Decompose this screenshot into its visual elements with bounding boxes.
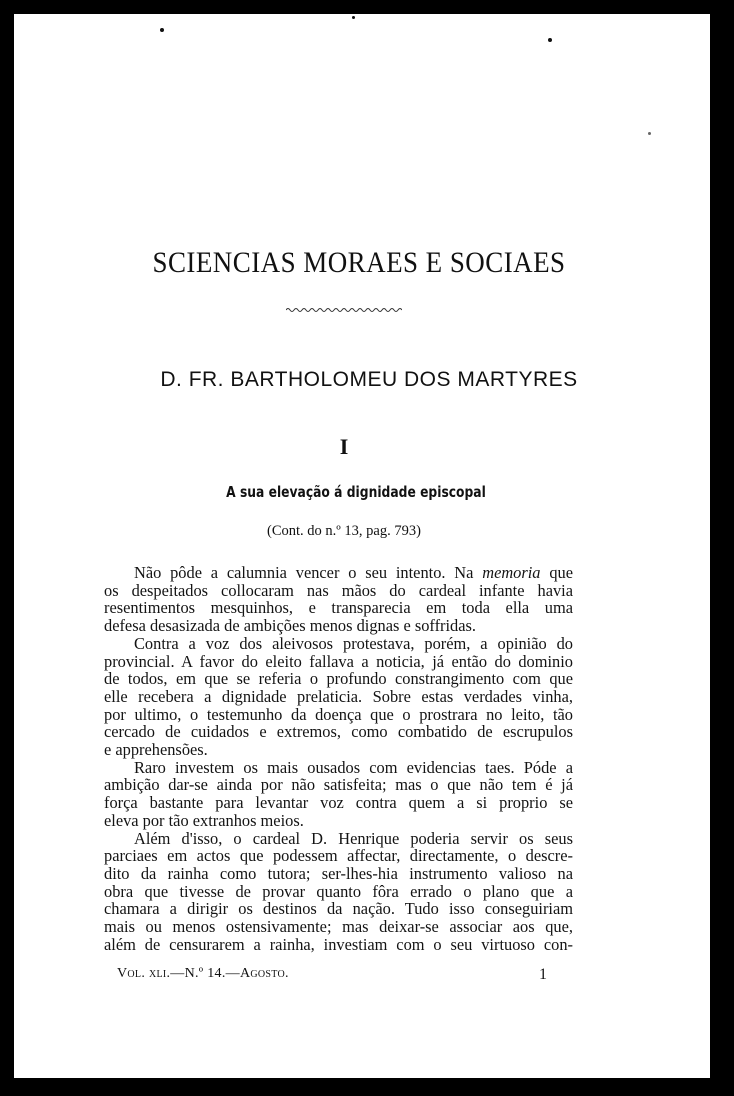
paragraph (104, 759, 573, 830)
text-line: mais ou menos ostensivamente; mas deixar-se associar aos que, (104, 917, 573, 937)
text-line: de todos, em que se referia o profundo constrangimento com que (104, 669, 573, 689)
text-line: Além d'isso, o cardeal D. Henrique poderia servir os seus (134, 828, 573, 848)
print-speck (648, 132, 651, 135)
text-line: por ultimo, o testemunho da doença que o prostrara no leito, tão (104, 704, 573, 724)
text-line: chamara a dirigir os destinos da nação. Tudo isso conseguiriam (104, 899, 573, 919)
print-speck (548, 38, 552, 42)
text-line: e apprehensões. (104, 740, 208, 760)
text-line: parciaes em actos que podessem affectar, directamente, o descre- (104, 846, 573, 866)
page-footer (117, 966, 547, 982)
text-line: os despeitados collocaram nas mãos do cardeal infante havia (104, 580, 573, 600)
text-line: provincial. A favor do eleito fallava a noticia, já então do dominio (104, 651, 573, 671)
text-line: obra que tivesse de provar quanto fôra errado o plano que a (104, 881, 573, 901)
print-speck (160, 28, 164, 32)
text-line: Raro investem os mais ousados com evidencias taes. Póde a (134, 757, 573, 777)
text-line: defesa desasizada de ambições menos dignas e soffridas. (104, 616, 476, 636)
wavy-divider (286, 306, 402, 314)
text-line: força bastante para levantar voz contra quem a si proprio se (104, 793, 573, 813)
text-line: cercado de cuidados e extremos, como combatido de escrupulos (104, 722, 573, 742)
article-title: D. FR. BARTHOLOMEU DOS MARTYRES (160, 368, 578, 391)
paragraph (104, 830, 573, 954)
text-line: Não pôde a calumnia vencer o seu intento. Na memoria que (134, 563, 573, 582)
print-speck (352, 16, 355, 19)
paragraph (104, 635, 573, 759)
volume-info: Vol. xli.—N.º 14.—Agosto. (117, 966, 289, 981)
document-page (14, 14, 710, 1078)
continuation-note: (Cont. do n.º 13, pag. 793) (267, 523, 421, 539)
page-number: 1 (539, 966, 547, 983)
text-line: ambição dar-se ainda por não satisfeita; mas o que não tem é já (104, 775, 573, 795)
text-line: Contra a voz dos aleivosos protestava, porém, a opinião do (134, 633, 573, 653)
text-line: resentimentos mesquinhos, e transparecia em toda ella uma (104, 598, 573, 618)
part-number: I (339, 434, 349, 459)
article-body (104, 564, 573, 953)
text-line: dito da rainha como tutora; ser-lhes-hia instrumento valioso na (104, 863, 573, 883)
text-line: eleva por tão extranhos meios. (104, 810, 304, 830)
article-subtitle: A sua elevação á dignidade episcopal (226, 483, 486, 501)
text-line: além de censurarem a rainha, investiam com o seu virtuoso con- (104, 934, 573, 954)
text-line: elle recebera a dignidade prelaticia. Sobre estas verdades vinha, (104, 686, 573, 706)
paragraph (104, 564, 573, 635)
section-title: SCIENCIAS MORAES E SOCIAES (152, 246, 566, 279)
